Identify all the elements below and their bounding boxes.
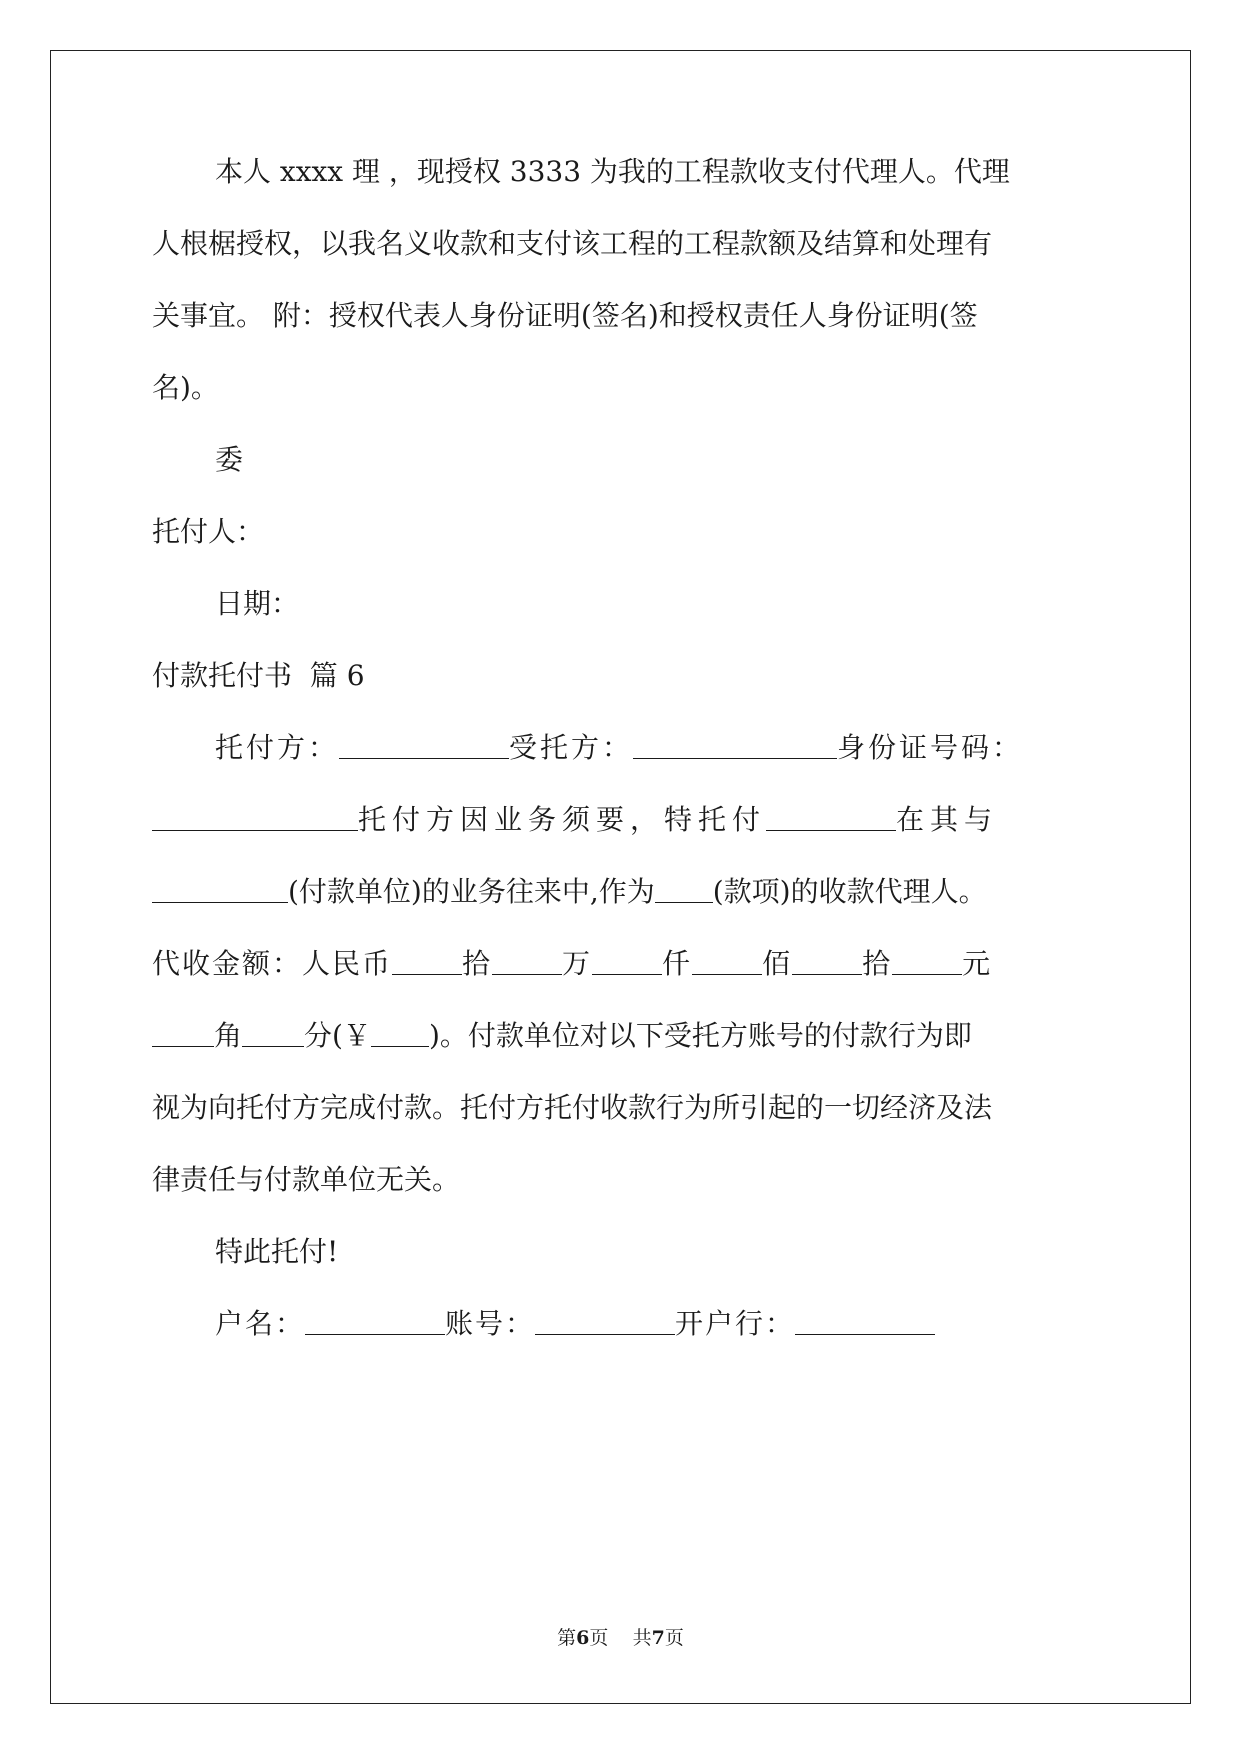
form-line-parties — [215, 728, 1153, 768]
footer-text: 页 共 — [589, 1627, 652, 1649]
unit-text: 拾 — [862, 947, 893, 980]
amount-blank — [892, 946, 962, 975]
amount-blank — [492, 946, 562, 975]
form-line-account — [215, 1304, 1153, 1344]
amount-label: 代收金额：人民币 — [152, 947, 393, 980]
form-text: 托付方因业务须要，特托付 — [358, 803, 767, 836]
form-line-5 — [152, 1016, 1090, 1056]
amount-blank — [152, 1018, 214, 1047]
account-name-label: 户名： — [215, 1307, 306, 1340]
unit-text: 万 — [562, 947, 593, 980]
form-text: 在其与 — [896, 803, 999, 836]
date-label: 日期： — [215, 587, 300, 620]
paragraph-line: 关事宜。 附：授权代表人身份证明(签名)和授权责任人身份证明(签 — [152, 299, 978, 332]
amount-blank — [371, 1018, 429, 1047]
wei-text: 委 — [215, 443, 244, 476]
bank-blank — [795, 1306, 935, 1335]
footer-text: 页 — [664, 1627, 684, 1649]
paragraph-line: 视为向托付方完成付款。托付方托付收款行为所引起的一切经济及法 — [152, 1091, 993, 1124]
footer-text: 第 — [557, 1627, 577, 1649]
id-number-label: 身份证号码： — [837, 731, 1024, 764]
trustee-blank — [633, 730, 837, 759]
account-name-blank — [305, 1306, 445, 1335]
page-footer — [0, 1626, 1241, 1650]
form-line-amount — [152, 944, 1090, 984]
unit-text: 拾 — [462, 947, 493, 980]
paragraph-line: 人根椐授权，以我名义收款和支付该工程的工程款额及结算和处理有 — [152, 227, 993, 260]
unit-text: 仟 — [662, 947, 693, 980]
amount-blank — [392, 946, 462, 975]
page-number: 6 — [576, 1627, 590, 1649]
trustor-blank — [339, 730, 509, 759]
form-text: )。付款单位对以下受托方账号的付款行为即 — [428, 1019, 972, 1052]
form-line-2 — [152, 800, 1090, 840]
account-no-label: 账号： — [445, 1307, 536, 1340]
unit-text: 角 — [214, 1019, 243, 1052]
trustor-label: 托付人： — [152, 515, 265, 548]
form-text: (款项)的收款代理人。 — [712, 875, 987, 908]
amount-blank — [592, 946, 662, 975]
bank-label: 开户行： — [675, 1307, 796, 1340]
form-text: (付款单位)的业务往来中,作为 — [288, 875, 655, 908]
payer-blank — [152, 874, 288, 903]
unit-text: 佰 — [762, 947, 793, 980]
id-number-blank — [152, 802, 358, 831]
form-line-3 — [152, 872, 1090, 912]
total-pages: 7 — [651, 1627, 665, 1649]
closing-text: 特此托付! — [215, 1235, 339, 1268]
unit-text: 分(￥ — [304, 1019, 371, 1052]
trustee-field-label: 受托方： — [509, 731, 634, 764]
amount-blank — [242, 1018, 304, 1047]
amount-blank — [692, 946, 762, 975]
amount-blank — [792, 946, 862, 975]
paragraph-line: 本人 xxxx 理 ，现授权 3333 为我的工程款收支付代理人。代理 — [215, 155, 1010, 188]
section-title: 付款托付书 篇 6 — [152, 659, 365, 692]
unit-text: 元 — [962, 947, 993, 980]
agent-blank — [766, 802, 896, 831]
paragraph-line: 名)。 — [152, 371, 219, 404]
item-blank — [655, 874, 713, 903]
paragraph-line: 律责任与付款单位无关。 — [152, 1163, 461, 1196]
account-no-blank — [535, 1306, 675, 1335]
trustor-field-label: 托付方： — [215, 731, 340, 764]
